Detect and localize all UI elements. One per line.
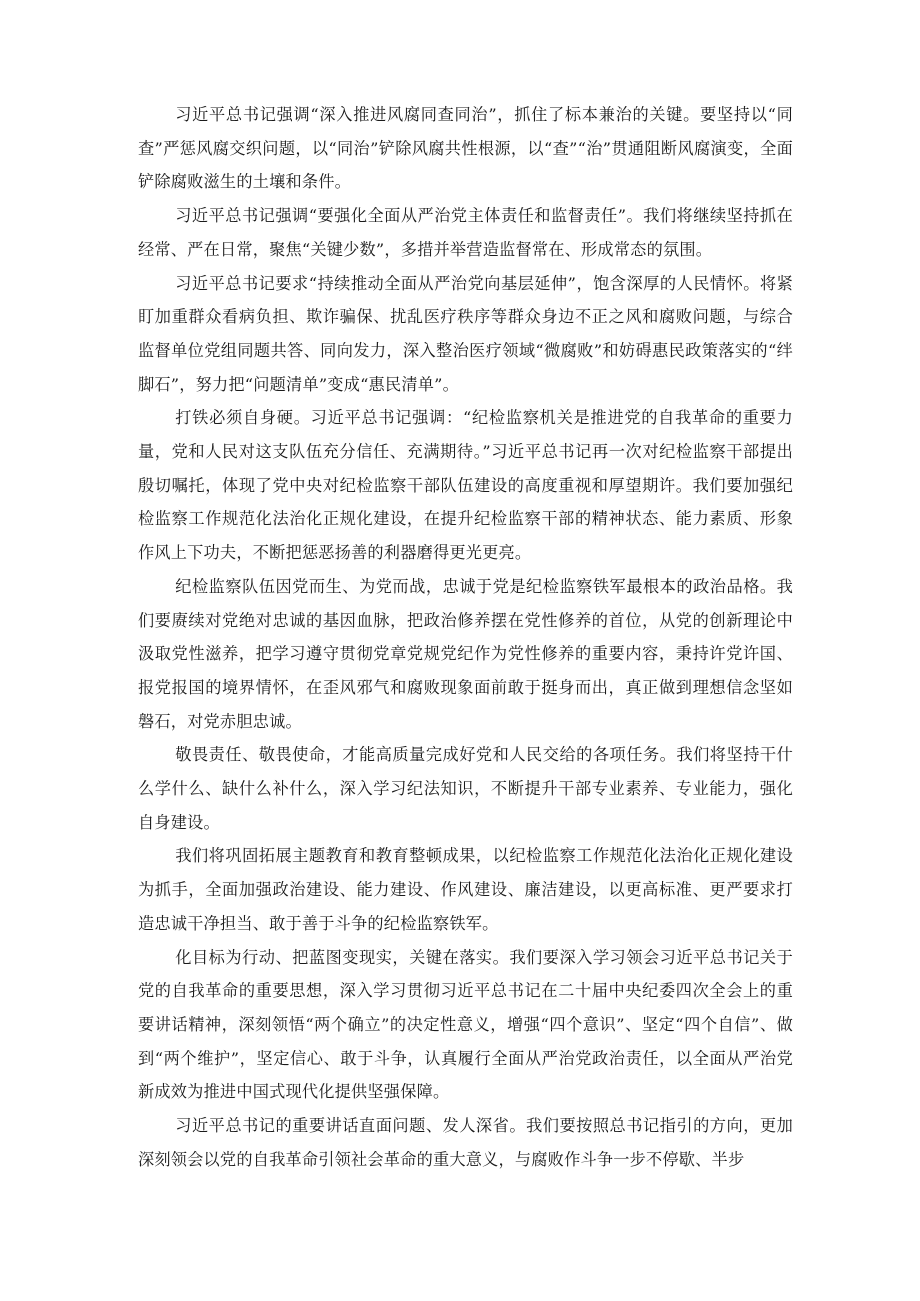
paragraph-2: 习近平总书记强调“要强化全面从严治党主体责任和监督责任”。我们将继续坚持抓在经常、严在日常，聚焦“关键少数”，多措并举营造监督常在、形成常态的氛围。 — [138, 206, 793, 259]
paragraph-4: 打铁必须自身硬。习近平总书记强调：“纪检监察机关是推进党的自我革命的重要力量，党和人民对这支队伍充分信任、充满期待。”习近平总书记再一次对纪检监察干部提出殷切嘱托，体现了党中央对纪检监察干部队伍建设的高度重视和厚望期许。我们要加强纪检监察工作规范化法治化正规化建设，在提升纪检监察干部的精神状态、能力素质、形象作风上下功夫，不断把惩恶扬善的利器磨得更光更亮。 — [138, 408, 793, 563]
paragraph-8: 化目标为行动、把蓝图变现实，关键在落实。我们要深入学习领会习近平总书记关于党的自我革命的重要思想，深入学习贯彻习近平总书记在二十届中央纪委四次全会上的重要讲话精神，深刻领悟“两个确立”的决定性意义，增强“四个意识”、坚定“四个自信”、做到“两个维护”，坚定信心、敢于斗争，认真履行全面从严治党政治责任，以全面从严治党新成效为推进中国式现代化提供坚强保障。 — [138, 947, 793, 1102]
paragraph-3: 习近平总书记要求“持续推动全面从严治党向基层延伸”，饱含深厚的人民情怀。将紧盯加重群众看病负担、欺诈骗保、扰乱医疗秩序等群众身边不正之风和腐败问题，与综合监督单位党组同题共答、同向发力，深入整治医疗领域“微腐败”和妨碍惠民政策落实的“绊脚石”，努力把“问题清单”变成“惠民清单”。 — [138, 273, 793, 394]
paragraph-5: 纪检监察队伍因党而生、为党而战，忠诚于党是纪检监察铁军最根本的政治品格。我们要赓续对党绝对忠诚的基因血脉，把政治修养摆在党性修养的首位，从党的创新理论中汲取党性滋养，把学习遵守贯彻党章党规党纪作为党性修养的重要内容，秉持许党许国、报党报国的境界情怀，在歪风邪气和腐败现象面前敢于挺身而出，真正做到理想信念坚如磐石，对党赤胆忠诚。 — [138, 576, 793, 731]
paragraph-9: 习近平总书记的重要讲话直面问题、发人深省。我们要按照总书记指引的方向，更加深刻领会以党的自我革命引领社会革命的重大意义，与腐败作斗争一步不停歇、半步 — [138, 1116, 793, 1169]
paragraph-1: 习近平总书记强调“深入推进风腐同查同治”，抓住了标本兼治的关键。要坚持以“同查”严惩风腐交织问题，以“同治”铲除风腐共性根源，以“查”“治”贯通阻断风腐演变，全面铲除腐败滋生的土壤和条件。 — [138, 105, 793, 192]
document-body — [138, 98, 793, 1177]
paragraph-6: 敬畏责任、敬畏使命，才能高质量完成好党和人民交给的各项任务。我们将坚持干什么学什么、缺什么补什么，深入学习纪法知识，不断提升干部专业素养、专业能力，强化自身建设。 — [138, 745, 793, 832]
paragraph-7: 我们将巩固拓展主题教育和教育整顿成果，以纪检监察工作规范化法治化正规化建设为抓手，全面加强政治建设、能力建设、作风建设、廉洁建设，以更高标准、更严要求打造忠诚干净担当、敢于善于斗争的纪检监察铁军。 — [138, 846, 793, 933]
